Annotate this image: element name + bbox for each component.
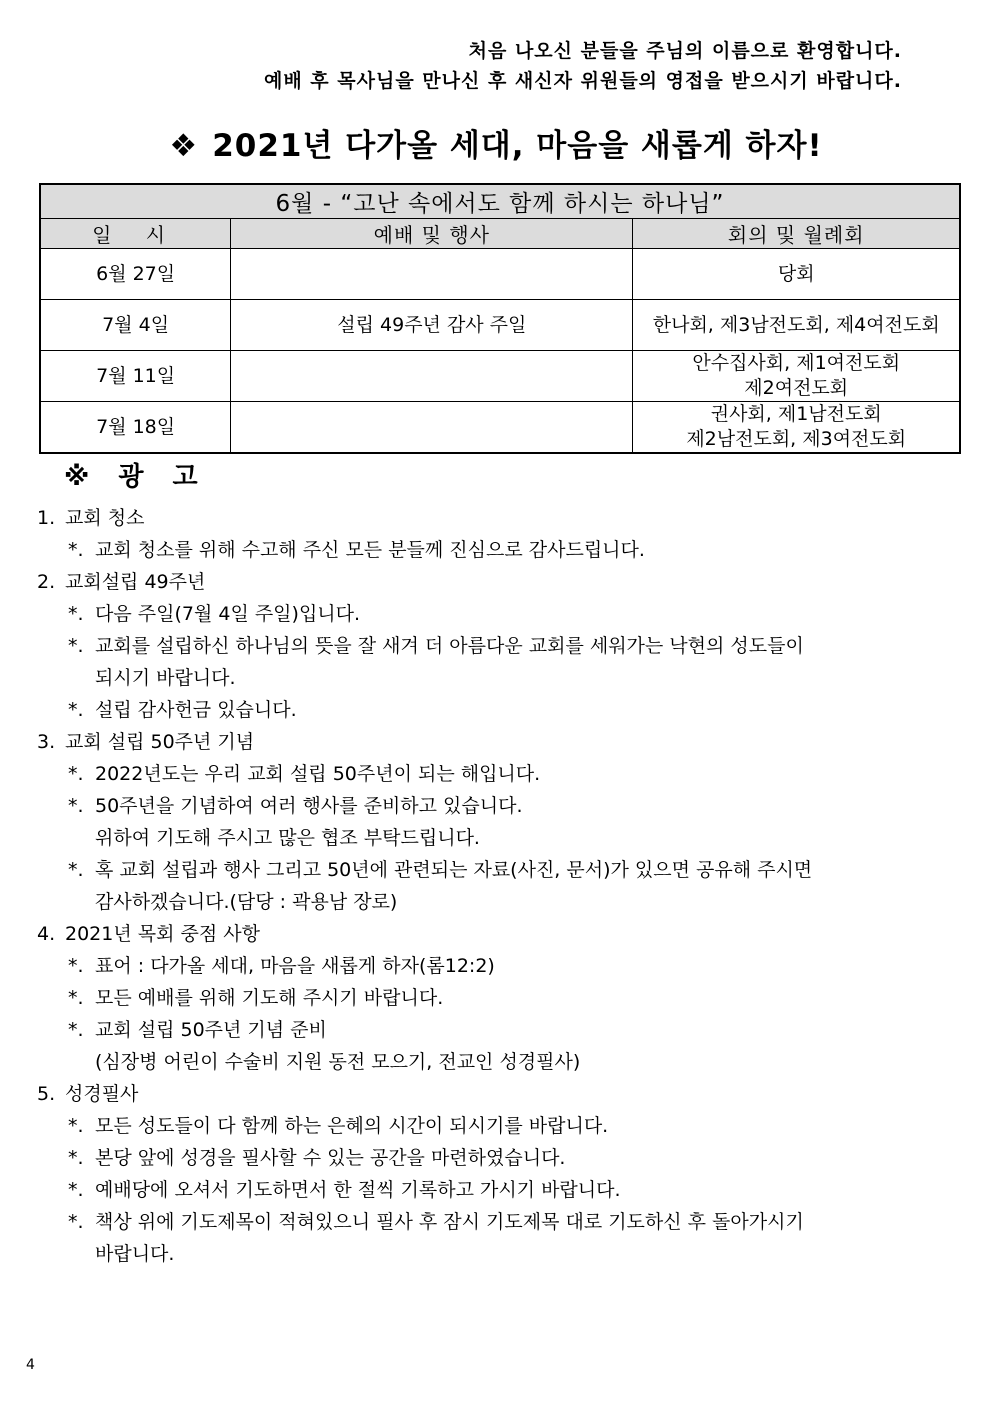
announcement-title-text: 교회 설립 50주년 기념 [65, 731, 255, 753]
bullet-marker: *. [68, 1211, 84, 1233]
announcement-number: 4. [37, 923, 56, 945]
schedule-date: 7월 4일 [40, 300, 231, 351]
announcement-title [37, 918, 937, 950]
announcement-item-text: 모든 성도들이 다 함께 하는 은혜의 시간이 되시기를 바랍니다. [95, 1115, 609, 1137]
header-date: 일 시 [40, 219, 231, 249]
bullet-marker: *. [68, 603, 84, 625]
announcement-item [37, 1110, 937, 1142]
announcement-item [37, 1014, 937, 1078]
welcome-message [264, 36, 902, 96]
schedule-table [39, 183, 961, 454]
header-event: 예배 및 행사 [231, 219, 633, 249]
announcement-item [37, 534, 937, 566]
schedule-theme: 6월 - “고난 속에서도 함께 하시는 하나님” [40, 184, 960, 219]
bullet-marker: *. [68, 1115, 84, 1137]
schedule-row [40, 402, 960, 454]
schedule-meeting: 당회 [633, 249, 960, 300]
announcement-item [37, 630, 937, 694]
announcement-item-text: 50주년을 기념하여 여러 행사를 준비하고 있습니다. 위하여 기도해 주시고 많은 협조 부탁드립니다. [95, 795, 523, 849]
announcement-item-text: 교회 설립 50주년 기념 준비 (심장병 어린이 수술비 지원 동전 모으기, 전교인 성경필사) [95, 1019, 581, 1073]
announcement-number: 2. [37, 571, 56, 593]
announcement-title [37, 1078, 937, 1110]
announcement-item-text: 책상 위에 기도제목이 적혀있으니 필사 후 잠시 기도제목 대로 기도하신 후 돌아가시기 바랍니다. [95, 1211, 804, 1265]
bullet-marker: *. [68, 955, 84, 977]
announcements-list [37, 502, 937, 1270]
schedule-event [231, 249, 633, 300]
bullet-marker: *. [68, 763, 84, 785]
schedule-row [40, 249, 960, 300]
schedule-row [40, 351, 960, 402]
schedule-meeting: 안수집사회, 제1여전도회 제2여전도회 [633, 351, 960, 402]
bullet-marker: *. [68, 699, 84, 721]
bullet-marker: *. [68, 635, 84, 657]
welcome-line-1: 처음 나오신 분들을 주님의 이름으로 환영합니다. [468, 40, 902, 62]
schedule-date: 7월 11일 [40, 351, 231, 402]
announcement-item-text: 예배당에 오셔서 기도하면서 한 절씩 기록하고 가시기 바랍니다. [95, 1179, 621, 1201]
bullet-marker: *. [68, 987, 84, 1009]
schedule-date: 6월 27일 [40, 249, 231, 300]
announcement-item-text: 설립 감사헌금 있습니다. [95, 699, 297, 721]
announcement-title [37, 566, 937, 598]
bullet-marker: *. [68, 795, 84, 817]
announcement-title-text: 교회설립 49주년 [65, 571, 206, 593]
announcement-item [37, 694, 937, 726]
announcement-item [37, 598, 937, 630]
schedule-row [40, 300, 960, 351]
welcome-line-2: 예배 후 목사님을 만나신 후 새신자 위원들의 영접을 받으시기 바랍니다. [263, 70, 902, 92]
schedule-event [231, 402, 633, 454]
announcement-item-text: 표어 : 다가올 세대, 마음을 새롭게 하자(롬12:2) [95, 955, 495, 977]
diamond-icon: ❖ [169, 128, 199, 164]
announcement-item-text: 교회를 설립하신 하나님의 뜻을 잘 새겨 더 아름다운 교회를 세워가는 낙현의 성도들이 되시기 바랍니다. [95, 635, 804, 689]
bullet-marker: *. [68, 859, 84, 881]
announcement-item [37, 1142, 937, 1174]
announcement-item-text: 2022년도는 우리 교회 설립 50주년이 되는 해입니다. [95, 763, 541, 785]
schedule-date: 7월 18일 [40, 402, 231, 454]
bullet-marker: *. [68, 1147, 84, 1169]
announcement-item [37, 790, 937, 854]
schedule-event [231, 351, 633, 402]
announcement-number: 5. [37, 1083, 56, 1105]
announcement-number: 3. [37, 731, 56, 753]
bullet-marker: *. [68, 1179, 84, 1201]
announcement-title-text: 교회 청소 [65, 507, 145, 529]
schedule-meeting: 권사회, 제1남전도회 제2남전도회, 제3여전도회 [633, 402, 960, 454]
announcement-title-text: 2021년 목회 중점 사항 [65, 923, 260, 945]
bullet-marker: *. [68, 1019, 84, 1041]
bullet-marker: *. [68, 539, 84, 561]
page-title-text: 2021년 다가올 세대, 마음을 새롭게 하자! [212, 128, 823, 164]
announcement-title-text: 성경필사 [65, 1083, 139, 1105]
announcement-item [37, 1174, 937, 1206]
announcement-item [37, 758, 937, 790]
announcement-item-text: 모든 예배를 위해 기도해 주시기 바랍니다. [95, 987, 444, 1009]
schedule-event: 설립 49주년 감사 주일 [231, 300, 633, 351]
announcement-title [37, 502, 937, 534]
announcement-item [37, 1206, 937, 1270]
announcement-item [37, 982, 937, 1014]
header-meeting: 회의 및 월례회 [633, 219, 960, 249]
schedule-meeting: 한나회, 제3남전도회, 제4여전도회 [633, 300, 960, 351]
announcement-item-text: 다음 주일(7월 4일 주일)입니다. [95, 603, 361, 625]
page-title [0, 120, 992, 165]
announcement-item-text: 교회 청소를 위해 수고해 주신 모든 분들께 진심으로 감사드립니다. [95, 539, 645, 561]
announcement-item [37, 854, 937, 918]
page-number: 4 [26, 1357, 35, 1373]
announcement-item [37, 950, 937, 982]
announcement-item-text: 혹 교회 설립과 행사 그리고 50년에 관련되는 자료(사진, 문서)가 있으면 공유해 주시면 감사하겠습니다.(담당 : 곽용남 장로) [95, 859, 813, 913]
announcement-item-text: 본당 앞에 성경을 필사할 수 있는 공간을 마련하였습니다. [95, 1147, 566, 1169]
announcement-number: 1. [37, 507, 56, 529]
announcement-title [37, 726, 937, 758]
announcements-heading: ※ 광 고 [64, 462, 208, 492]
